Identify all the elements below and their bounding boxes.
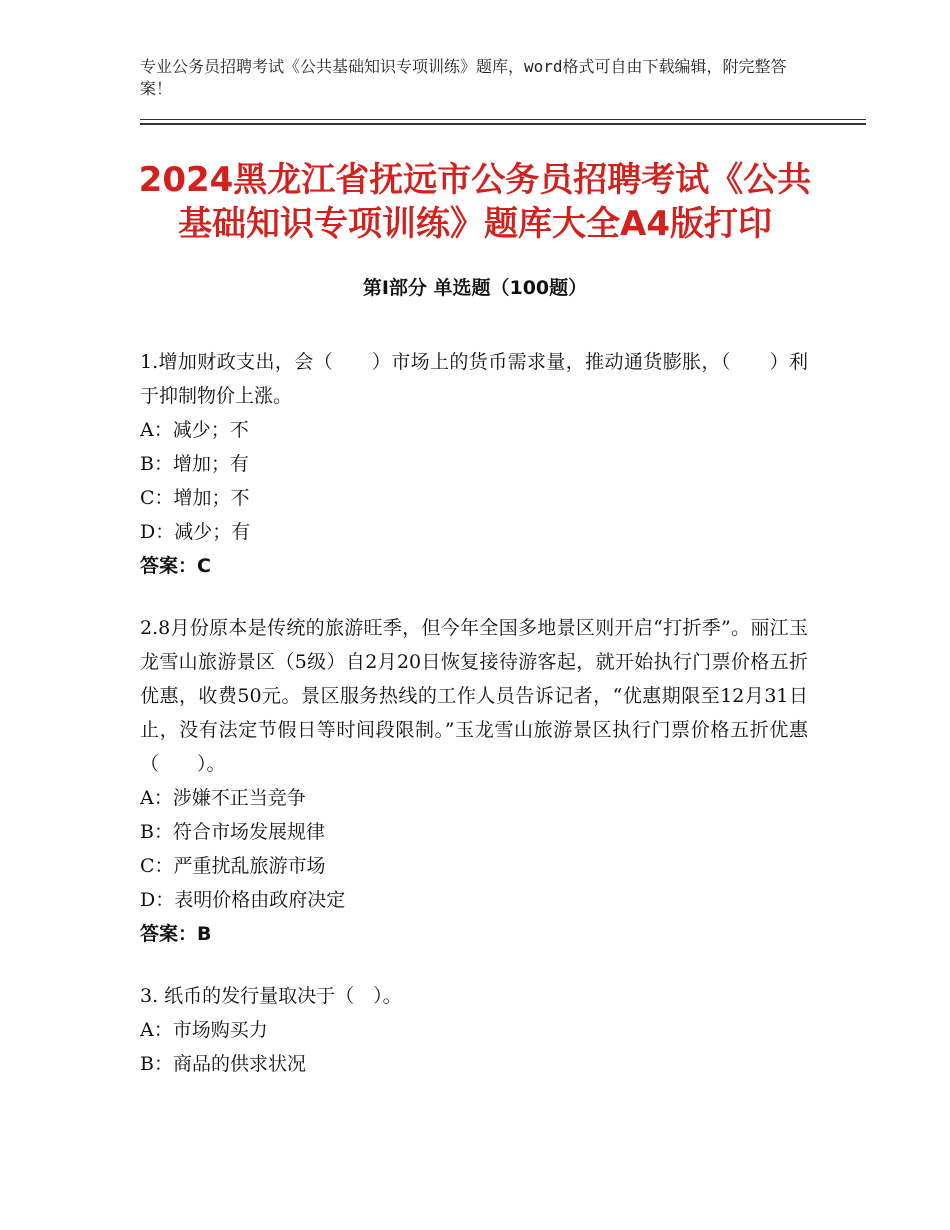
option-b: B：符合市场发展规律	[140, 821, 325, 843]
title-line-2: 基础知识专项训练》题库大全A4版打印	[178, 204, 772, 244]
question-2	[140, 611, 808, 951]
question-stem: 1.增加财政支出，会（ ）市场上的货币需求量，推动通货膨胀，（ ）利于抑制物价上涨。	[140, 351, 808, 407]
question-stem: 2.8月份原本是传统的旅游旺季，但今年全国多地景区则开启“打折季”。丽江玉龙雪山旅游景区（5级）自2月20日恢复接待游客起，就开始执行门票价格五折优惠，收费50元。景区服务热线的工作人员告诉记者，“优惠期限至12月31日止，没有法定节假日等时间段限制。”玉龙雪山旅游景区执行门票价格五折优惠（ ）。	[140, 617, 808, 775]
section-title: 第Ⅰ部分 单选题（100题）	[362, 277, 588, 299]
question-stem: 3. 纸币的发行量取决于（ ）。	[140, 985, 402, 1007]
option-d: D：表明价格由政府决定	[140, 889, 346, 911]
option-a: A：涉嫌不正当竞争	[140, 787, 306, 809]
question-gap	[140, 583, 808, 611]
question-1	[140, 345, 808, 583]
answer: 答案：B	[140, 923, 212, 945]
option-b: B：增加；有	[140, 453, 249, 475]
header-rule-thin	[140, 119, 866, 120]
option-c: C：严重扰乱旅游市场	[140, 855, 326, 877]
option-a: A：减少；不	[140, 419, 249, 441]
question-3	[140, 979, 808, 1081]
document-title	[110, 158, 840, 246]
option-d: D：减少；有	[140, 521, 251, 543]
option-a: A：市场购买力	[140, 1019, 268, 1041]
option-b: B：商品的供求状况	[140, 1053, 306, 1075]
question-gap	[140, 951, 808, 979]
header-rule-thick	[140, 123, 866, 125]
title-line-1: 2024黑龙江省抚远市公务员招聘考试《公共	[138, 160, 812, 200]
answer: 答案：C	[140, 555, 211, 577]
option-c: C：增加；不	[140, 487, 250, 509]
header-note: 专业公务员招聘考试《公共基础知识专项训练》题库，word格式可自由下载编辑，附完整答案！	[140, 57, 787, 98]
question-list	[140, 345, 808, 1081]
